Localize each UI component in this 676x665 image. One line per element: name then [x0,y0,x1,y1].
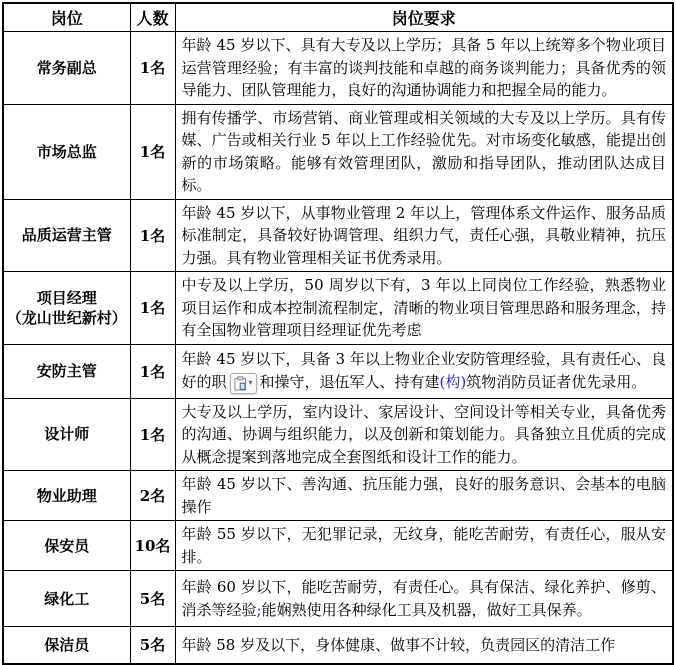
requirement-cell [175,272,673,345]
count-cell: 10名 [130,521,175,571]
position-cell: 保安员 [3,521,130,571]
position-cell: 设计师 [3,398,130,471]
requirement-cell [175,521,673,571]
position-cell: 常务副总 [3,32,130,105]
requirement-text: 筑物消防员证者优先录用。 [466,372,647,391]
requirement-text: 年龄 58 岁及以下，身体健康、做事不计较，负责园区的清洁工作 [181,635,616,654]
requirement-cell [175,344,673,398]
position-cell: 市场总监 [3,104,130,199]
header-row [3,3,673,32]
table-row [3,344,673,398]
clipboard-icon [234,376,247,391]
requirement-cell [175,471,673,521]
position-cell: 品质运营主管 [3,199,130,272]
requirement-cell [175,32,673,105]
header-position: 岗位 [3,3,130,32]
requirement-cell [175,104,673,199]
count-cell: 1名 [130,344,175,398]
table-row [3,471,673,521]
count-cell: 2名 [130,471,175,521]
requirement-text: 年龄 60 岁以下，能吃苦耐劳，有责任心。具有保洁、绿化养护、修剪、消杀等经验 [181,578,666,619]
count-cell: 1名 [130,32,175,105]
requirement-text: 拥有传播学、市场营销、商业管理或相关领域的大专及以上学历。具有传媒、广告或相关行业 5 年以上工作经验优先。对市场变化敏感，能提出创新的市场策略。能够有效管理团队，激励和指导团队，推动团队达成目标。 [181,108,666,194]
requirement-text: 和操守，退伍军人、持有建 [259,372,440,391]
count-cell: 1名 [130,104,175,199]
header-count: 人数 [130,3,175,32]
requirement-cell [175,571,673,627]
blue-text: ; [256,600,262,619]
requirement-text: 年龄 45 岁以下、具有大专及以上学历；具备 5 年以上统筹多个物业项目运营管理经验；有丰富的谈判技能和卓越的商务谈判能力；具备优秀的领导能力、团队管理能力，良好的沟通协调能力和把握全局的能力。 [181,36,666,99]
table-row [3,32,673,105]
position-cell: 保洁员 [3,627,130,664]
count-cell: 1名 [130,398,175,471]
count-cell: 1名 [130,199,175,272]
table-row [3,571,673,627]
count-cell: 1名 [130,272,175,345]
blue-text: (构) [439,372,467,391]
table-row [3,627,673,664]
requirement-text: 年龄 45 岁以下，具备 3 年以上物业企业安防管理经验，具有责任心、良好的职 [181,350,666,391]
caret-down-icon: ▾ [248,378,253,388]
table-header [3,3,673,32]
requirement-text: 大专及以上学历，室内设计、家居设计、空间设计等相关专业，具备优秀的沟通、协调与组织能力，以及创新和策划能力。具备独立且优质的完成从概念提案到落地完成全套图纸和设计工作的能力。 [181,402,666,466]
table-row [3,521,673,571]
requirement-text: 中专及以上学历，50 周岁以下有，3 年以上同岗位工作经验，熟悉物业项目运作和成本控制流程制定，清晰的物业项目管理思路和服务理念，持有全国物业管理项目经理证优先考虑 [181,276,666,339]
position-cell: 安防主管 [3,344,130,398]
requirement-cell [175,199,673,272]
position-cell: 物业助理 [3,471,130,521]
job-requirements-table [2,2,674,665]
table-row [3,272,673,345]
position-cell: 项目经理 （龙山世纪新村） [3,272,130,345]
requirement-text: 年龄 45 岁以下，从事物业管理 2 年以上，管理体系文件运作、服务品质标准制定，具备较好协调管理、组织力气，责任心强，具敬业精神，抗压力强。具有物业管理相关证书优秀录用。 [181,203,666,267]
count-cell: 5名 [130,627,175,664]
table-row [3,199,673,272]
paste-options-button[interactable] [230,373,257,394]
requirement-text: 能娴熟使用各种绿化工具及机器，做好工具保养。 [261,600,592,619]
count-cell: 5名 [130,571,175,627]
table-row [3,398,673,471]
table-row [3,104,673,199]
requirement-cell [175,398,673,471]
requirement-text: 年龄 45 岁以下、善沟通、抗压能力强，良好的服务意识、会基本的电脑操作 [181,475,666,516]
requirement-cell [175,627,673,664]
table-body [3,32,673,664]
requirement-text: 年龄 55 岁以下，无犯罪记录，无纹身，能吃苦耐劳，有责任心，服从安排。 [181,525,666,566]
header-requirement: 岗位要求 [175,3,673,32]
position-cell: 绿化工 [3,571,130,627]
